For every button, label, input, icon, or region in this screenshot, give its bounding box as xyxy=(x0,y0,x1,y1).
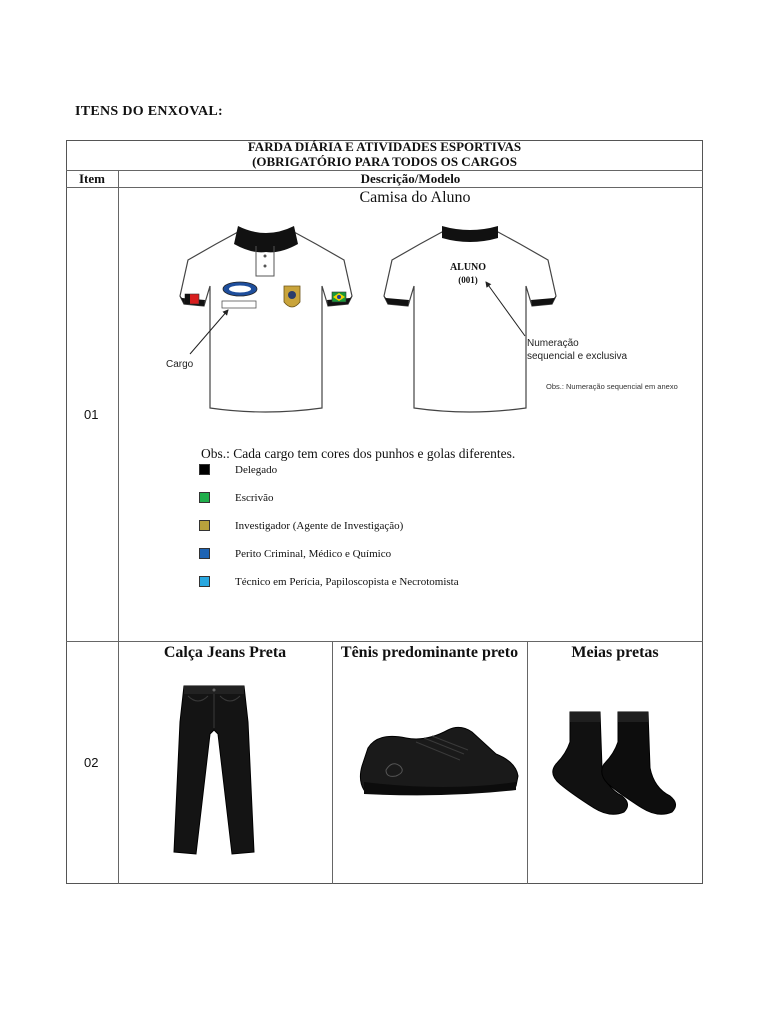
legend-item xyxy=(199,519,403,533)
table-title-line1: FARDA DIÁRIA E ATIVIDADES ESPORTIVAS xyxy=(247,139,522,154)
color-swatch xyxy=(199,576,210,587)
table-divider xyxy=(118,170,119,884)
legend-item xyxy=(199,491,273,505)
table-divider xyxy=(527,641,528,884)
jeans-illustration xyxy=(168,682,260,858)
color-swatch xyxy=(199,520,210,531)
back-name-label: ALUNO xyxy=(449,262,487,273)
row1-item-number: 01 xyxy=(84,407,99,422)
legend-label: Escrivão xyxy=(235,492,274,504)
sneaker-illustration xyxy=(356,720,522,798)
color-swatch xyxy=(199,548,210,559)
column-header-item: Item xyxy=(79,171,105,186)
numeracao-annotation-line2: sequencial e exclusiva xyxy=(527,351,628,362)
cargo-annotation: Cargo xyxy=(166,359,194,370)
color-swatch xyxy=(199,464,210,475)
row1-obs: Obs.: Cada cargo tem cores dos punhos e golas diferentes. xyxy=(201,446,516,461)
numeracao-note: Obs.: Numeração sequencial em anexo xyxy=(546,382,678,391)
row2-col2-title: Tênis predominante preto xyxy=(340,644,519,661)
socks-illustration xyxy=(548,708,682,818)
color-swatch xyxy=(199,492,210,503)
table-title-line2: (OBRIGATÓRIO PARA TODOS OS CARGOS xyxy=(252,154,517,169)
table-divider xyxy=(332,641,333,884)
legend-label: Delegado xyxy=(235,464,278,476)
annotation-arrows xyxy=(160,270,560,370)
row2-col3-title: Meias pretas xyxy=(571,644,659,661)
back-number-label: (001) xyxy=(458,275,478,285)
row1-title: Camisa do Aluno xyxy=(359,189,471,206)
numeracao-annotation-line1: Numeração xyxy=(527,338,579,349)
row2-item-number: 02 xyxy=(84,755,99,770)
legend-label: Técnico em Perícia, Papiloscopista e Necrotomista xyxy=(235,576,459,588)
table-divider xyxy=(66,641,703,642)
table-divider xyxy=(66,187,703,188)
page-heading: ITENS DO ENXOVAL: xyxy=(75,104,223,119)
legend-item xyxy=(199,547,391,561)
legend-item xyxy=(199,575,459,589)
row2-col1-title: Calça Jeans Preta xyxy=(163,644,287,661)
legend-label: Perito Criminal, Médico e Químico xyxy=(235,548,392,560)
column-header-description: Descrição/Modelo xyxy=(360,171,461,186)
legend-label: Investigador (Agente de Investigação) xyxy=(235,520,404,532)
legend-item xyxy=(199,463,277,477)
